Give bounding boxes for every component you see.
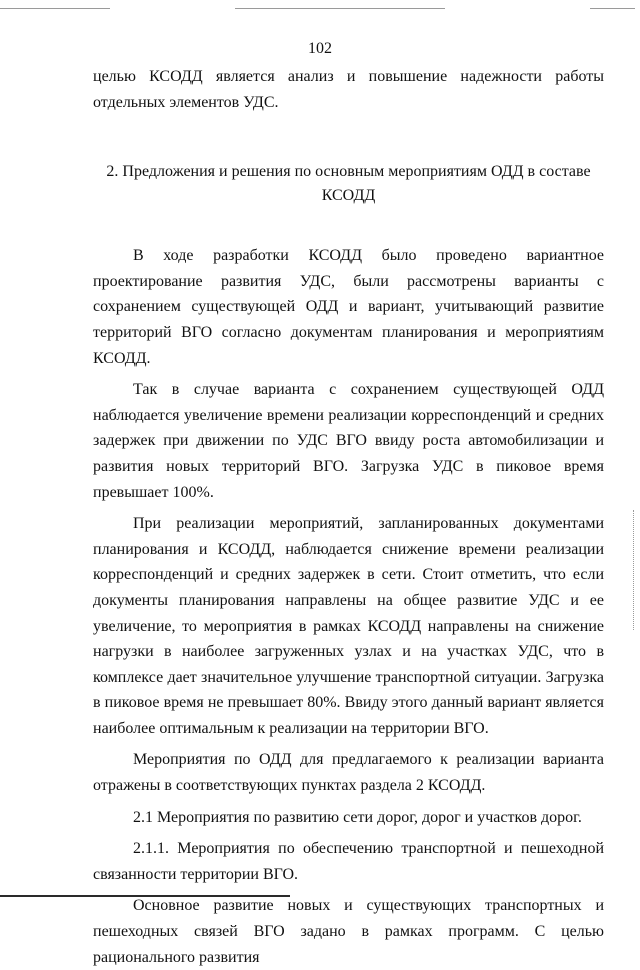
scan-edge-line bbox=[0, 8, 110, 9]
document-body bbox=[93, 64, 604, 970]
paragraph: Мероприятия по ОДД для предлагаемого к реализации варианта отражены в соответствующих пунктах раздела 2 КСОДД. bbox=[93, 751, 604, 795]
scan-edge-line bbox=[235, 8, 445, 9]
paragraph: Основное развитие новых и существующих транспортных и пешеходных связей ВГО задано в рамках программ. С целью рационального развития bbox=[93, 897, 604, 966]
subsection-heading: 2.1.1. Мероприятия по обеспечению транспортной и пешеходной связанности территории ВГО. bbox=[93, 840, 604, 883]
scan-edge-line bbox=[632, 510, 634, 630]
paragraph: При реализации мероприятий, запланированных документами планирования и КСОДД, наблюдается снижение времени реализации корреспонденций и средних задержек в сети. Стоит отметить, что если документы планирования направлены на общее развитие УДС и ее увеличение, то мероприятия в рамках КСОДД направлены на снижение нагрузки в наиболее загруженных узлах и на участках УДС, что в комплексе дает значительное улучшение транспортной ситуации. Загрузка в пиковое время не превышает 80%. Ввиду этого данный вариант является наиболее оптимальным к реализации на территории ВГО. bbox=[93, 515, 604, 737]
section-heading: 2. Предложения и решения по основным мероприятиям ОДД в составе КСОДД bbox=[106, 163, 591, 205]
paragraph: В ходе разработки КСОДД было проведено вариантное проектирование развития УДС, были рассмотрены варианты с сохранением существующей ОДД и вариант, учитывающий развитие территорий ВГО согласно документам планирования и мероприятиям КСОДД. bbox=[93, 247, 604, 367]
subsection-heading: 2.1 Мероприятия по развитию сети дорог, дорог и участков дорог. bbox=[133, 808, 582, 826]
page-number: 102 bbox=[308, 40, 332, 57]
scan-edge-line bbox=[590, 8, 635, 9]
paragraph: целью КСОДД является анализ и повышение надежности работы отдельных элементов УДС. bbox=[93, 68, 604, 111]
paragraph: Так в случае варианта с сохранением существующей ОДД наблюдается увеличение времени реализации корреспонденций и средних задержек при движении по УДС ВГО ввиду роста автомобилизации и развития новых территорий ВГО. Загрузка УДС в пиковое время превышает 100%. bbox=[93, 381, 604, 501]
